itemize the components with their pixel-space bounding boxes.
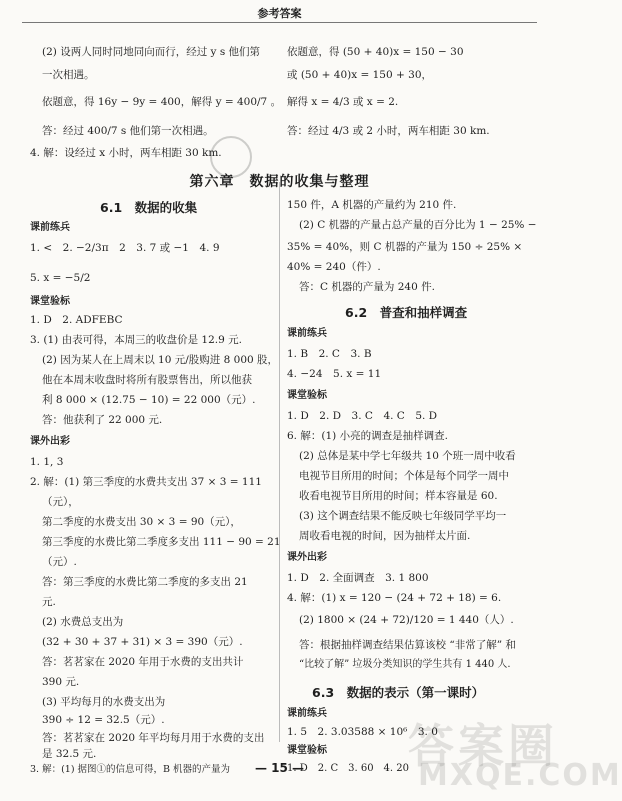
text-line: 答：茗茗家在 2020 年用于水费的支出共计: [42, 656, 244, 668]
text-line: 1. < 2. −2/3π 2 3. 7 或 −1 4. 9: [30, 242, 220, 254]
chapter-title: 第六章 数据的收集与整理: [189, 174, 370, 190]
text-line: 5. x = −5/2: [30, 272, 91, 284]
section-title: 6.2 普查和抽样调查: [345, 305, 468, 320]
text-line: 答：茗茗家在 2020 年平均每月用于水费的支出: [42, 732, 265, 744]
column-divider: [279, 182, 280, 742]
text-line: 390 元.: [42, 676, 80, 688]
text-line: 150 件，A 机器的产量约为 210 件.: [287, 199, 457, 211]
text-line: 3. (1) 由表可得，本周三的收盘价是 12.9 元.: [30, 334, 242, 346]
text-line: 6. 解：(1) 小亮的调查是抽样调查.: [287, 430, 448, 442]
text-line: 答：C 机器的产量为 240 件.: [299, 281, 435, 293]
header-title: 参考答案: [257, 7, 302, 20]
text-line: 1. B 2. C 3. B: [287, 348, 372, 360]
text-line: 答：他获利了 22 000 元.: [42, 414, 163, 426]
text-line: 第二季度的水费支出 30 × 3 = 90（元），: [42, 516, 241, 528]
text-line: 解得 x = 4/3 或 x = 2.: [287, 96, 399, 108]
text-line: 答：经过 400/7 s 他们第一次相遇。: [42, 125, 214, 137]
text-line: 3. 解：(1) 据图①的信息可得，B 机器的产量为: [30, 764, 231, 775]
text-line: 元.: [42, 596, 56, 608]
text-line: 1. 1, 3: [30, 456, 64, 468]
text-line: 依题意，得 (50 + 40)x = 150 − 30: [287, 46, 464, 58]
page-number: — 15 —: [254, 761, 305, 775]
text-line: 4. −24 5. x = 11: [287, 368, 382, 380]
text-line: 390 ÷ 12 = 32.5（元）.: [42, 714, 165, 726]
text-line: 1. D 2. D 3. C 4. C 5. D: [287, 410, 438, 422]
text-line: 一次相遇。: [42, 69, 95, 81]
label-pre: 课前练兵: [287, 708, 327, 719]
text-line: 2. 解：(1) 第三季度的水费共支出 37 × 3 = 111: [30, 476, 262, 488]
label-class: 课堂验标: [287, 390, 327, 401]
text-line: (3) 这个调查结果不能反映七年级同学平均一: [299, 510, 507, 522]
text-line: 他在本周末收盘时将所有股票售出，所以他获: [42, 374, 252, 386]
text-line: 答：经过 4/3 或 2 小时，两车相距 30 km.: [287, 125, 490, 137]
text-line: 是 32.5 元.: [42, 748, 97, 760]
text-line: 或 (50 + 40)x = 150 + 30，: [287, 69, 432, 81]
text-line: (2) 1800 × (24 + 72)/120 = 1 440（人）.: [299, 614, 514, 626]
text-line: (2) 总体是某中学七年级共 10 个班一周中收看: [299, 450, 516, 462]
text-line: 答：根据抽样调查结果估算该校 “非常了解” 和: [299, 639, 516, 651]
text-line: (2) 水费总支出为: [42, 616, 124, 628]
watermark-logo: 答案圈: [408, 719, 558, 773]
label-out: 课外出彩: [30, 436, 70, 447]
watermark-url: MXQE.COM: [418, 758, 622, 793]
text-line: 答：第三季度的水费比第二季度的多支出 21: [42, 576, 248, 588]
text-line: 利 8 000 × (12.75 − 10) = 22 000（元）.: [42, 394, 256, 406]
label-out: 课外出彩: [287, 552, 327, 563]
text-line: 1. D 2. C 3. 60 4. 20: [287, 763, 409, 774]
section-title: 6.3 数据的表示（第一课时）: [312, 685, 485, 700]
section-title: 6.1 数据的收集: [100, 200, 198, 215]
text-line: “比较了解” 垃圾分类知识的学生共有 1 440 人.: [299, 659, 511, 670]
text-line: 1. D 2. ADFEBC: [30, 314, 123, 326]
label-class: 课堂验标: [287, 745, 327, 756]
text-line: （元）.: [42, 556, 77, 568]
text-line: 1. 5 2. 3.03588 × 10⁶ 3. 0: [287, 726, 438, 738]
label-pre: 课前练兵: [287, 328, 327, 339]
label-class: 课堂验标: [30, 296, 70, 307]
text-line: 40% = 240（件）.: [287, 261, 381, 273]
text-line: 4. 解：设经过 x 小时，两车相距 30 km.: [30, 147, 222, 159]
text-line: 电视节目所用的时间；个体是每个同学一周中: [299, 470, 509, 482]
text-line: (2) 因为某人在上周末以 10 元/股购进 8 000 股，: [42, 354, 279, 366]
text-line: (2) 设两人同时同地同向而行，经过 y s 他们第: [42, 46, 261, 58]
text-line: 35% = 40%，则 C 机器的产量为 150 ÷ 25% ×: [287, 241, 523, 253]
text-line: (32 + 30 + 37 + 31) × 3 = 390（元）.: [42, 636, 243, 648]
text-line: 4. 解：(1) x = 120 − (24 + 72 + 18) = 6.: [287, 592, 502, 604]
text-line: 1. D 2. 全面调查 3. 1 800: [287, 572, 429, 584]
text-line: 依题意，得 16y − 9y = 400，解得 y = 400/7 。: [42, 96, 282, 108]
text-line: 第三季度的水费比第二季度多支出 111 − 90 = 21: [42, 536, 281, 548]
text-line: 收看电视节目所用的时间；样本容量是 60.: [299, 490, 498, 502]
label-pre: 课前练兵: [30, 222, 70, 233]
text-line: （元），: [42, 496, 79, 508]
text-line: 周收看电视的时间，因为抽样太片面.: [299, 530, 471, 542]
text-line: (2) C 机器的产量占总产量的百分比为 1 − 25% −: [299, 219, 537, 231]
text-line: (3) 平均每月的水费支出为: [42, 696, 166, 708]
